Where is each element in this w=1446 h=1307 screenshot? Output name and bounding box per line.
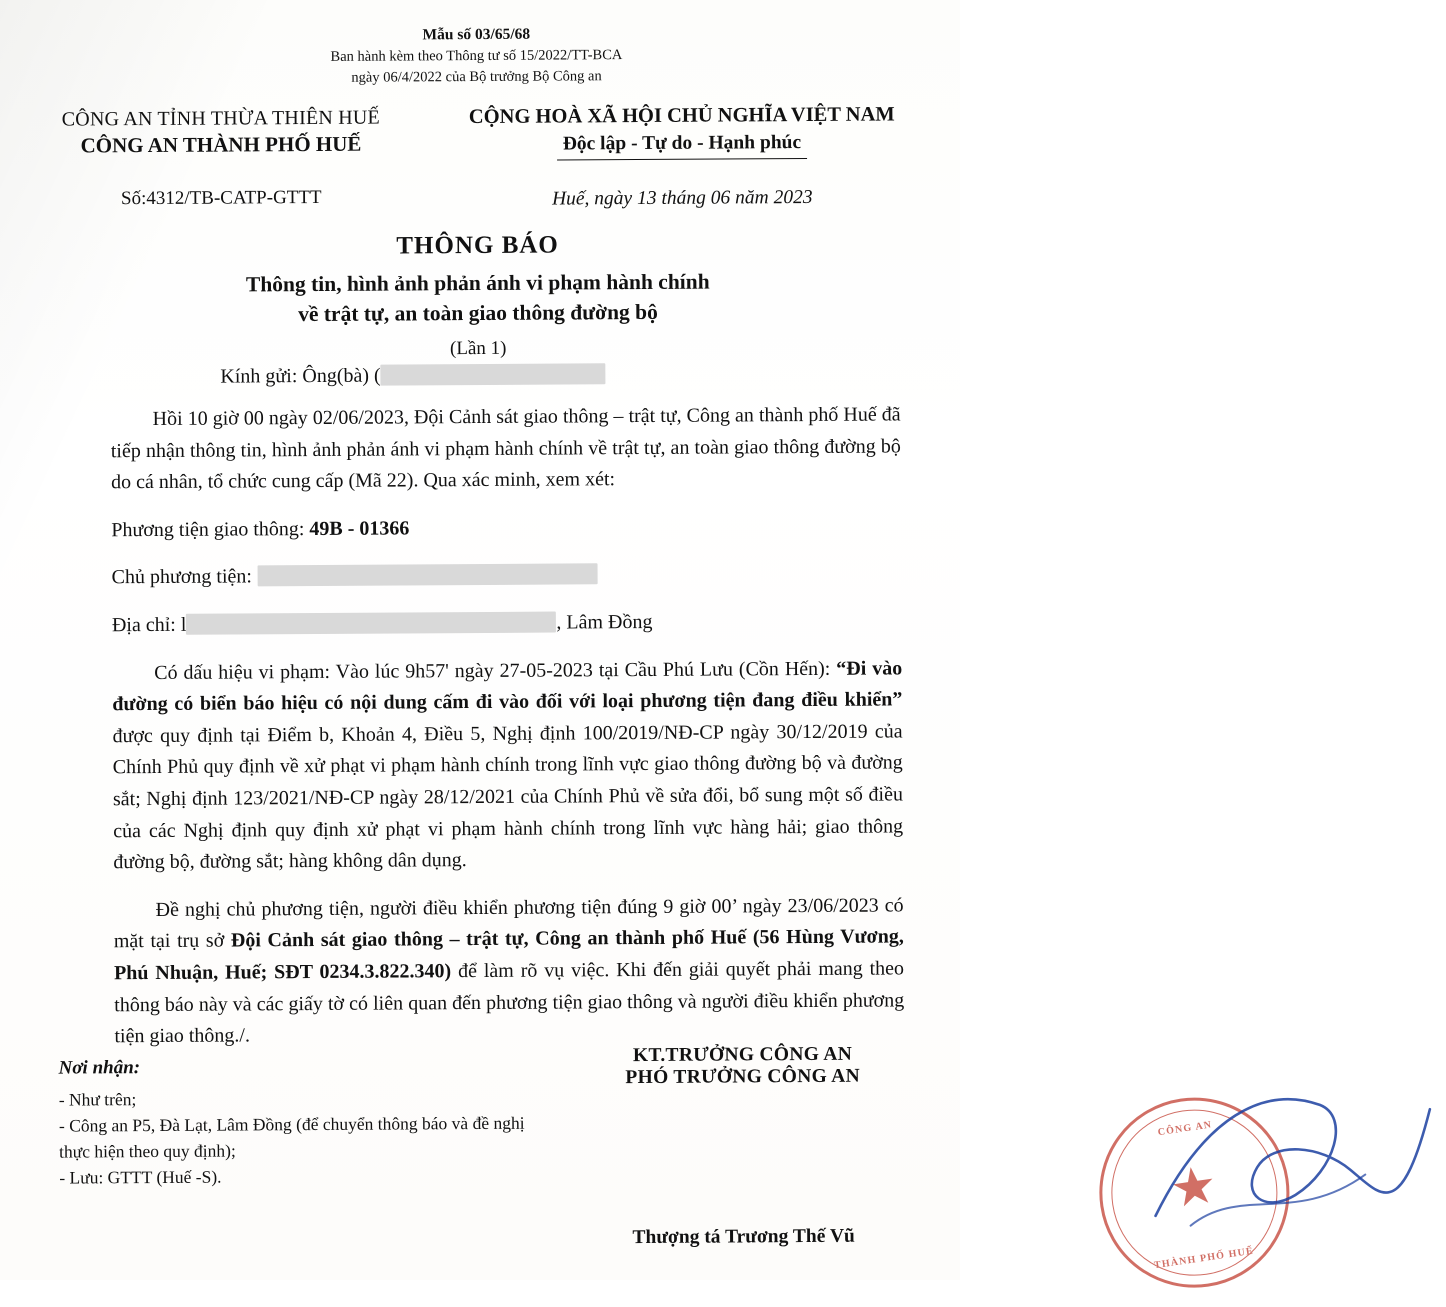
recipient-line bbox=[220, 363, 605, 388]
redaction-recipient bbox=[381, 363, 606, 385]
document-subtitle-2: về trật tự, an toàn giao thông đường bộ bbox=[298, 299, 658, 327]
official-round-stamp bbox=[1087, 1085, 1303, 1301]
recipient-label: Kính gửi: Ông(bà) bbox=[220, 364, 370, 388]
vehicle-line bbox=[111, 510, 901, 546]
document-footer bbox=[2, 1043, 1255, 1283]
recipient-value: ( bbox=[373, 364, 381, 387]
page-title: THÔNG BÁO bbox=[396, 231, 559, 260]
document-number: Số:4312/TB-CATP-GTTT bbox=[120, 187, 322, 210]
document-body bbox=[111, 399, 905, 1055]
recipient-item: - Lưu: GTTT (Huế -S). bbox=[59, 1166, 222, 1188]
stamp-arc-bottom-text: THÀNH PHỐ HUẾ bbox=[1153, 1245, 1255, 1272]
document-header bbox=[0, 101, 957, 217]
violation-legal-basis: được quy định tại Điểm b, Khoản 4, Điều 5, Nghị định 100/2019/NĐ-CP ngày 30/12/2019 của Chính Phủ quy định về xử phạt vi phạm hành chính trong lĩnh vực giao thông đường bộ và đường sắt; Nghị định 123/2021/NĐ-CP ngày 28/12/2021 của Chính Phủ về sửa đổi, bổ sung một số điều của các Nghị định quy định xử phạt vi phạm hành chính trong lĩnh vực hàng hải; giao thông đường bộ, đường sắt; hàng không dân dụng. bbox=[112, 720, 904, 874]
place-and-date: Huế, ngày 13 tháng 06 năm 2023 bbox=[551, 186, 813, 210]
star-icon: ★ bbox=[1166, 1156, 1221, 1220]
redaction-address bbox=[186, 612, 556, 635]
org-province: CÔNG AN TỈNH THỪA THIÊN HUẾ bbox=[61, 106, 380, 131]
recipient-item: - Công an P5, Đà Lạt, Lâm Đồng (để chuyển thông báo và đề nghị thực hiện theo quy định); bbox=[58, 1112, 525, 1162]
notice-count: (Lần 1) bbox=[449, 337, 507, 360]
recipient-item: - Như trên; bbox=[58, 1088, 137, 1110]
form-number: Mẫu số 03/65/68 bbox=[422, 25, 531, 44]
issuing-authority-block bbox=[21, 104, 422, 212]
stamp-arc-top-text: CÔNG AN bbox=[1157, 1119, 1213, 1139]
owner-label: Chủ phương tiện: bbox=[111, 565, 252, 589]
country-name: CỘNG HOÀ XÃ HỘI CHỦ NGHĨA VIỆT NAM bbox=[468, 103, 895, 129]
signature-block bbox=[532, 1043, 1255, 1272]
owner-line bbox=[112, 558, 902, 594]
violation-paragraph bbox=[112, 653, 903, 879]
request-paragraph bbox=[114, 890, 905, 1053]
body-paragraph-intro: Hồi 10 giờ 00 ngày 02/06/2023, Đội Cảnh sát giao thông – trật tự, Công an thành phố Huế đã tiếp nhận thông tin, hình ảnh phản ánh vi phạm hành chính về trật tự, an toàn giao thông đường bộ do cá nhân, tổ chức cung cấp (Mã 22). Qua xác minh, xem xét: bbox=[110, 403, 901, 494]
national-motto: Độc lập - Tự do - Hạnh phúc bbox=[557, 130, 808, 161]
request-office-details: Đội Cảnh sát giao thông – trật tự, Công an thành phố Huế (56 Hùng Vương, Phú Nhuận, Huế; SĐT 0234.3.822.340) bbox=[113, 925, 904, 985]
request-text-2: để làm rõ vụ việc. Khi đến giải quyết phải mang theo thông báo này và các giấy tờ có liên quan đến phương tiện giao thông và người điều khiển phương tiện giao thông./. bbox=[114, 957, 905, 1048]
request-text-1: Đề nghị chủ phương tiện, người điều khiển phương tiện đúng 9 giờ 00’ ngày 23/06/2023 có mặt tại trụ sở bbox=[113, 894, 904, 953]
address-suffix: , Lâm Đồng bbox=[556, 610, 653, 634]
form-issue-date: ngày 06/4/2022 của Bộ trưởng Bộ Công an bbox=[351, 68, 602, 87]
redaction-owner bbox=[258, 564, 598, 587]
signer-role-line-1: KT.TRƯỞNG CÔNG AN bbox=[632, 1043, 853, 1067]
national-heading-block bbox=[427, 101, 938, 213]
vehicle-plate: 49B - 01366 bbox=[309, 517, 410, 540]
address-prefix: l bbox=[180, 613, 187, 636]
recipients-block bbox=[59, 1052, 530, 1191]
vehicle-label: Phương tiện giao thông: bbox=[111, 517, 305, 542]
form-reference-note bbox=[0, 21, 957, 91]
form-issue-circular: Ban hành kèm theo Thông tư số 15/2022/TT-BCA bbox=[330, 47, 623, 66]
document-title-block bbox=[0, 229, 958, 363]
org-city: CÔNG AN THÀNH PHỐ HUẾ bbox=[80, 131, 362, 158]
signer-name: Thượng tá Trương Thế Vũ bbox=[632, 1225, 855, 1249]
signer-role-line-2: PHÓ TRƯỞNG CÔNG AN bbox=[625, 1065, 861, 1089]
violation-intro: Có dấu hiệu vi phạm: Vào lúc 9h57' ngày 27-05-2023 tại Cầu Phú Lưu (Cồn Hến): bbox=[154, 657, 831, 684]
recipients-title: Nơi nhận: bbox=[58, 1057, 141, 1079]
violation-quote: “Đi vào đường có biển báo hiệu có nội dung cấm đi vào đối với loại phương tiện đang điều khiển” bbox=[112, 656, 903, 716]
document-subtitle-1: Thông tin, hình ảnh phản ánh vi phạm hành chính bbox=[245, 269, 710, 297]
address-line bbox=[112, 605, 902, 641]
address-label: Địa chỉ: bbox=[111, 613, 176, 637]
